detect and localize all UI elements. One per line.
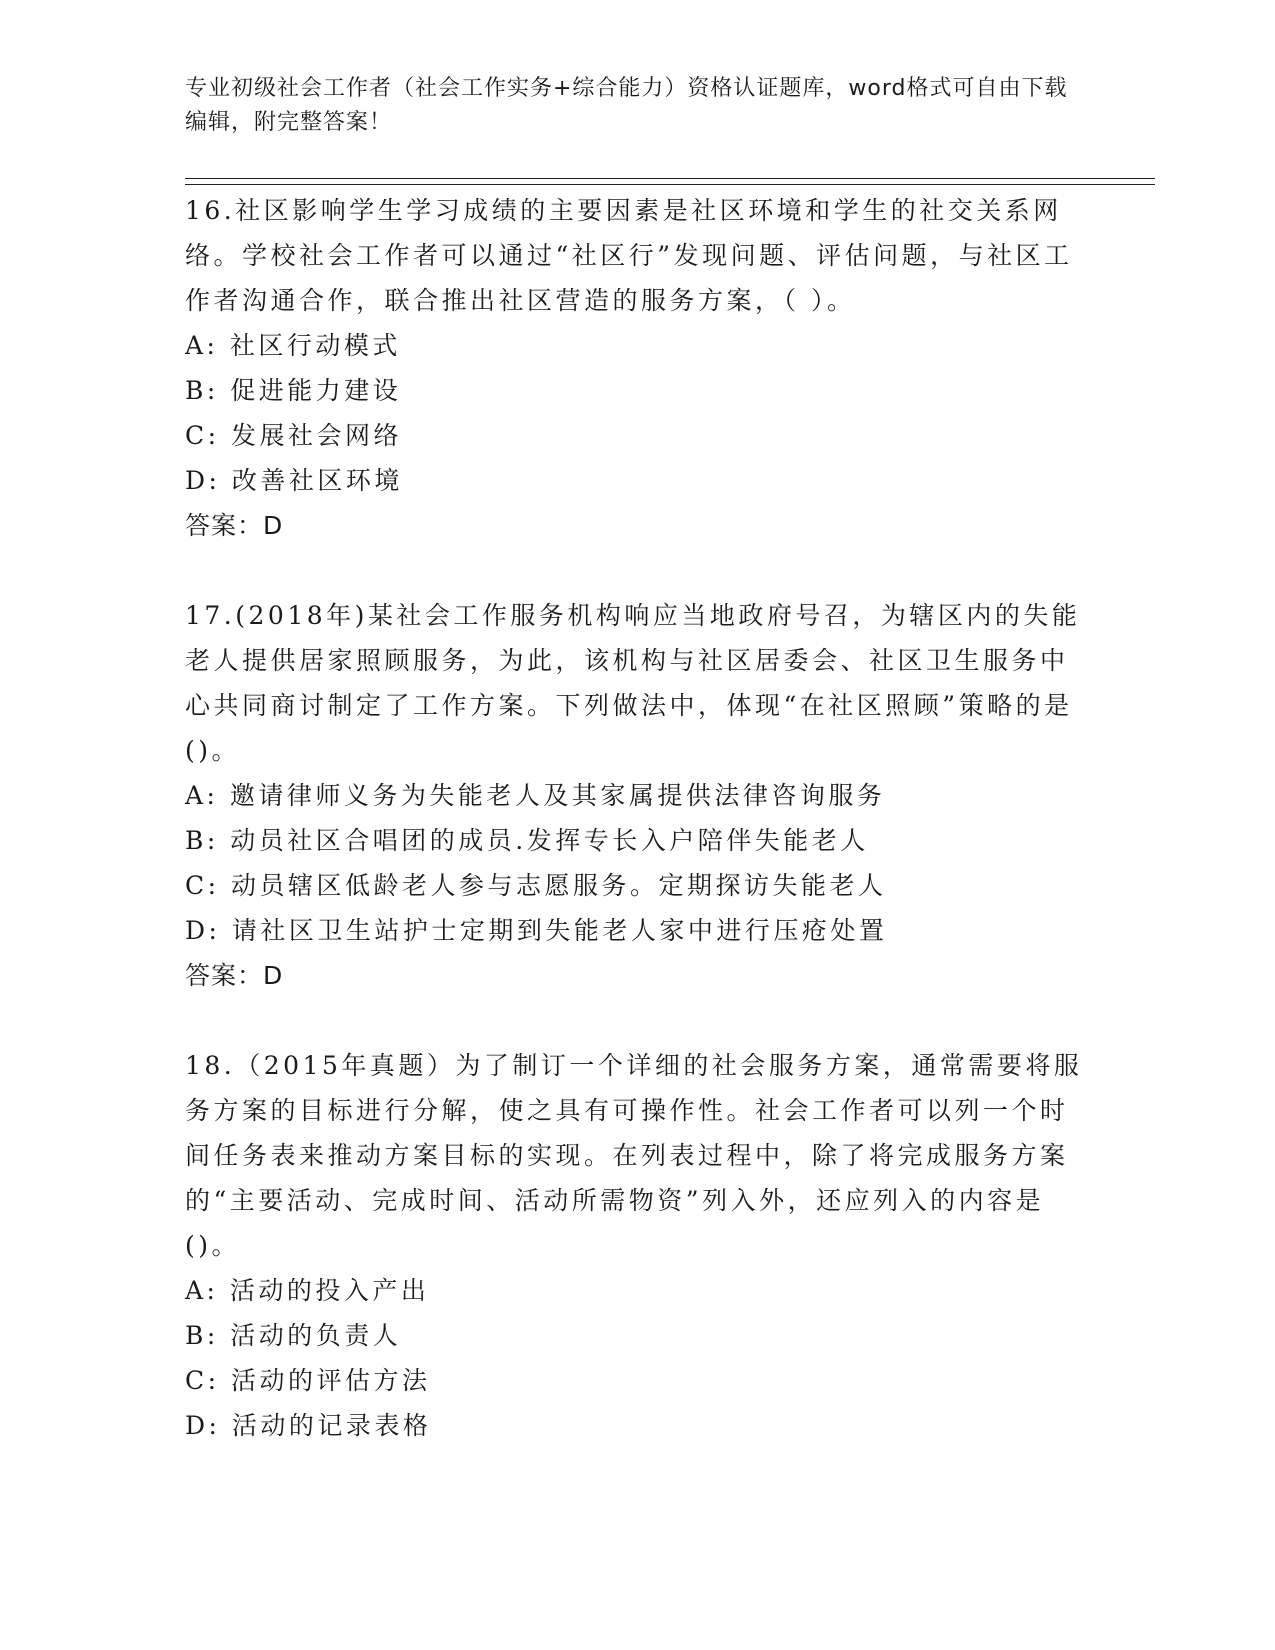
question-spacer [185, 998, 1085, 1043]
option-a: A: 社区行动模式 [185, 331, 401, 360]
option-a: A: 邀请律师义务为失能老人及其家属提供法律咨询服务 [185, 781, 886, 810]
option-b: B: 促进能力建设 [185, 376, 402, 405]
option-a: A: 活动的投入产出 [185, 1276, 430, 1305]
option-c: C: 活动的评估方法 [185, 1366, 431, 1395]
option-b: B: 活动的负责人 [185, 1321, 402, 1350]
option-d: D: 活动的记录表格 [185, 1411, 432, 1440]
option-c: C: 动员辖区低龄老人参与志愿服务。定期探访失能老人 [185, 871, 887, 900]
question-18 [185, 1043, 1085, 1448]
option-b: B: 动员社区合唱团的成员.发挥专长入户陪伴失能老人 [185, 826, 869, 855]
question-17 [185, 593, 1085, 998]
question-stem: 17.(2018年)某社会工作服务机构响应当地政府号召，为辖区内的失能老人提供居家照顾服务，为此，该机构与社区居委会、社区卫生服务中心共同商讨制定了工作方案。下列做法中，体现“在社区照顾”策略的是()。 [185, 601, 1081, 765]
question-spacer [185, 548, 1085, 593]
question-16 [185, 188, 1085, 548]
document-header: 专业初级社会工作者（社会工作实务+综合能力）资格认证题库，word格式可自由下载编辑，附完整答案！ [185, 76, 1068, 135]
option-d: D: 请社区卫生站护士定期到失能老人家中进行压疮处置 [185, 916, 888, 945]
option-c: C: 发展社会网络 [185, 421, 402, 450]
question-stem: 18.（2015年真题）为了制订一个详细的社会服务方案，通常需要将服务方案的目标进行分解，使之具有可操作性。社会工作者可以列一个时间任务表来推动方案目标的实现。在列表过程中，除了将完成服务方案的“主要活动、完成时间、活动所需物资”列入外，还应列入的内容是()。 [185, 1051, 1083, 1260]
question-list [185, 188, 1085, 1448]
header-divider-bottom [185, 184, 1155, 185]
header-divider-top [185, 178, 1155, 179]
question-stem: 16.社区影响学生学习成绩的主要因素是社区环境和学生的社交关系网络。学校社会工作者可以通过“社区行”发现问题、评估问题，与社区工作者沟通合作，联合推出社区营造的服务方案，（ ）。 [185, 196, 1073, 315]
answer-text: 答案：D [185, 961, 284, 990]
option-d: D: 改善社区环境 [185, 466, 403, 495]
answer-text: 答案：D [185, 511, 284, 540]
